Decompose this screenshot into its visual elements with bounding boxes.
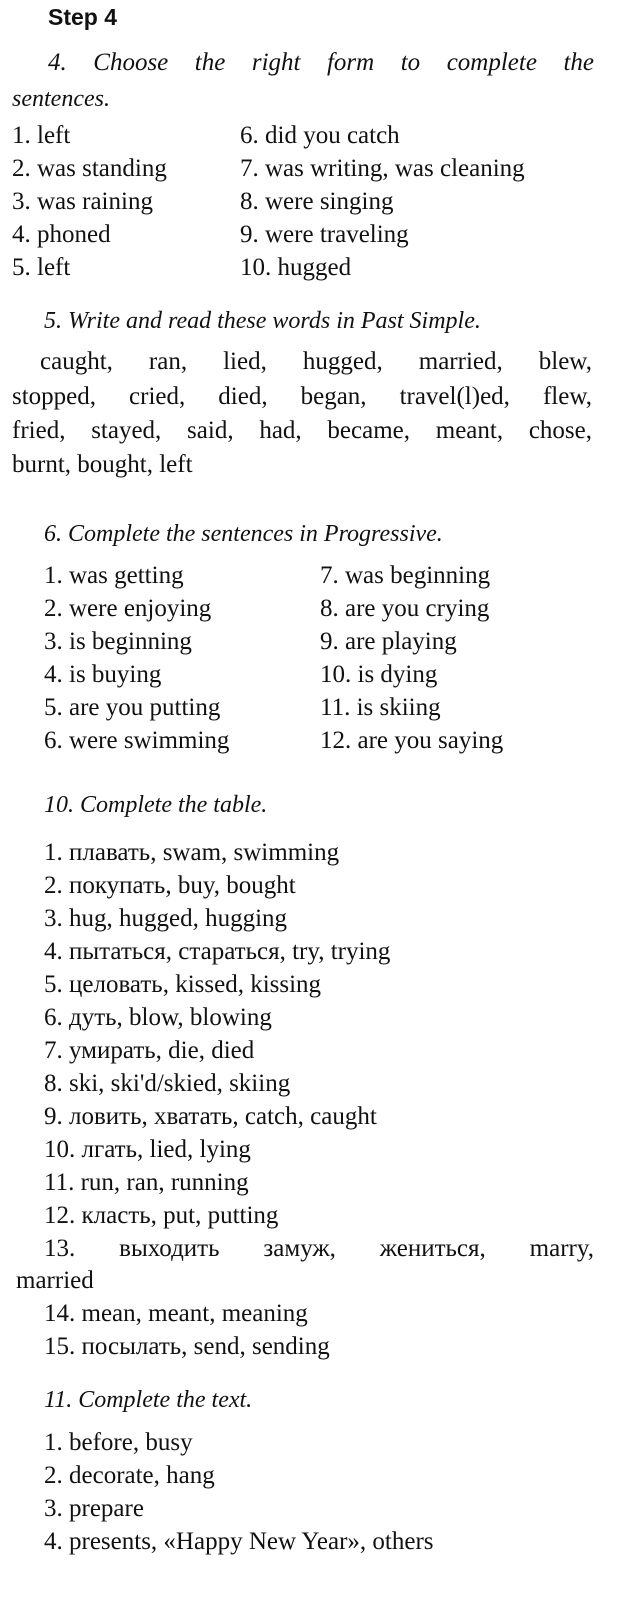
answer-item: 8. are you crying — [320, 595, 490, 622]
exercise-5-line: fried, stayed, said, had, became, meant, chose, — [12, 417, 592, 444]
answer-item: 15. посылать, send, sending — [44, 1333, 330, 1360]
answer-item: 8. ski, ski'd/skied, skiing — [44, 1070, 291, 1097]
exercise-10-heading: 10. Complete the table. — [44, 792, 268, 818]
answer-item: 2. покупать, buy, bought — [44, 872, 296, 899]
answer-item: 11. is skiing — [320, 694, 441, 721]
answer-item: 1. was getting — [44, 562, 184, 589]
answer-item: 4. presents, «Happy New Year», others — [44, 1528, 434, 1555]
answer-item: 4. phoned — [12, 221, 111, 248]
answer-item: 11. run, ran, running — [44, 1169, 249, 1196]
exercise-11-answers — [44, 1426, 434, 1558]
answer-item: 8. were singing — [240, 188, 394, 215]
exercise-6-answers-right — [320, 559, 503, 757]
answer-item: 1. left — [12, 122, 71, 149]
answer-item: 2. decorate, hang — [44, 1462, 215, 1489]
answer-item: 7. was beginning — [320, 562, 491, 589]
answer-item: 7. умирать, die, died — [44, 1037, 255, 1064]
answer-item: 12. are you saying — [320, 727, 504, 754]
answer-item: 1. before, busy — [44, 1429, 193, 1456]
exercise-6-heading: 6. Complete the sentences in Progressive. — [44, 521, 443, 547]
answer-item: 3. is beginning — [44, 628, 192, 655]
answer-item: 5. are you putting — [44, 694, 221, 721]
exercise-4-answers-left — [12, 119, 167, 284]
answer-item: 9. are playing — [320, 628, 457, 655]
answer-item: 3. was raining — [12, 188, 153, 215]
answer-item: 9. were traveling — [240, 221, 409, 248]
exercise-6-answers-left — [44, 559, 229, 757]
answer-item: 10. hugged — [240, 254, 352, 281]
exercise-4-heading-cont: sentences. — [12, 86, 110, 112]
exercise-5-heading: 5. Write and read these words in Past Simple. — [44, 308, 481, 334]
answer-item: 3. prepare — [44, 1495, 144, 1522]
answer-item-13: 13. выходить замуж, жениться, marry, — [44, 1235, 594, 1262]
answer-item: 7. was writing, was cleaning — [240, 155, 525, 182]
answer-item: 2. was standing — [12, 155, 167, 182]
page-title: Step 4 — [48, 4, 118, 30]
answer-item: 2. were enjoying — [44, 595, 212, 622]
answer-item: 9. ловить, хватать, catch, caught — [44, 1103, 377, 1130]
exercise-10-answers-cont — [44, 1297, 330, 1363]
exercise-5-line: burnt, bought, left — [12, 451, 193, 478]
answer-item: 6. were swimming — [44, 727, 230, 754]
exercise-4-answers-right — [240, 119, 525, 284]
answer-item: 4. пытаться, стараться, try, trying — [44, 938, 391, 965]
exercise-5-line: caught, ran, lied, hugged, married, blew, — [40, 348, 592, 375]
exercise-10-answers — [44, 836, 390, 1232]
answer-item: 10. is dying — [320, 661, 438, 688]
answer-item: 1. плавать, swam, swimming — [44, 839, 340, 866]
exercise-11-heading: 11. Complete the text. — [44, 1387, 253, 1413]
exercise-5-line: stopped, cried, died, began, travel(l)ed, flew, — [12, 383, 592, 410]
answer-item: 6. did you catch — [240, 122, 400, 149]
answer-item-13-cont: married — [16, 1267, 94, 1294]
exercise-4-heading: 4. Choose the right form to complete the — [48, 49, 594, 76]
answer-item: 14. mean, meant, meaning — [44, 1300, 308, 1327]
answer-item: 5. left — [12, 254, 71, 281]
answer-item: 12. класть, put, putting — [44, 1202, 279, 1229]
answer-item: 10. лгать, lied, lying — [44, 1136, 251, 1163]
answer-item: 5. целовать, kissed, kissing — [44, 971, 322, 998]
answer-item: 3. hug, hugged, hugging — [44, 905, 288, 932]
answer-item: 4. is buying — [44, 661, 162, 688]
answer-item: 6. дуть, blow, blowing — [44, 1004, 272, 1031]
